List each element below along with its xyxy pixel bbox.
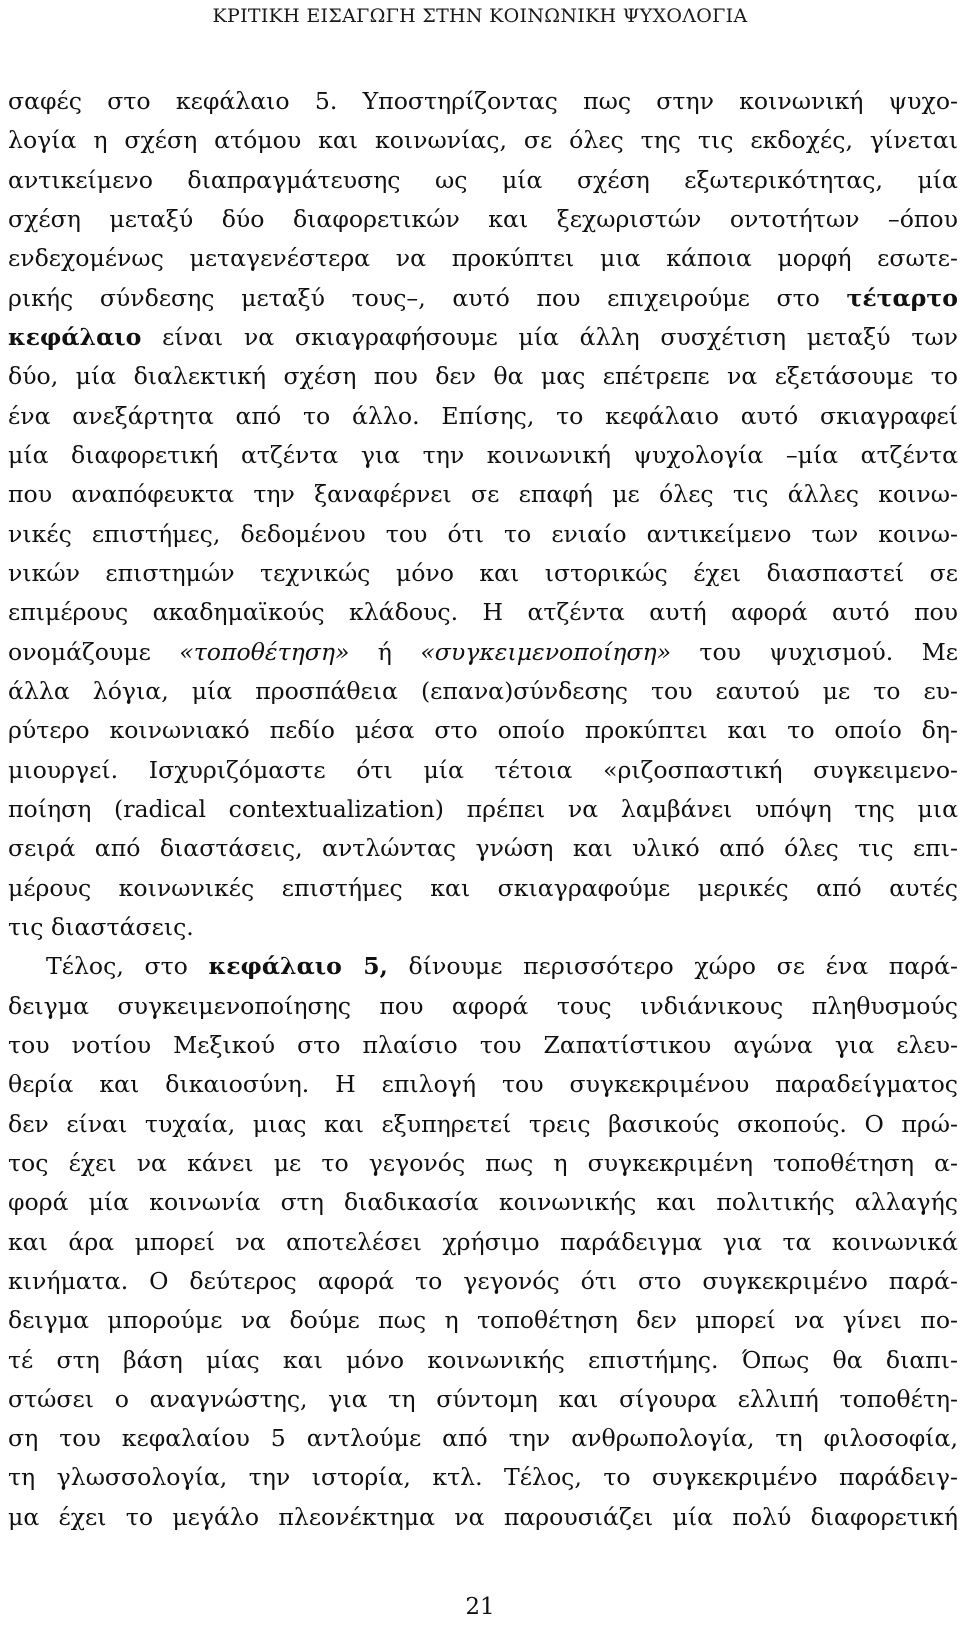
italic-term: «τοποθέτηση» — [179, 637, 350, 666]
text-line: δειγμα μπορούμε να δούμε πως η τοποθέτηση δεν μπορεί να γίνει πο- — [8, 1306, 958, 1335]
text-line: τέ στη βάση μίας και μόνο κοινωνικής επιστήμης. Όπως θα διαπι- — [8, 1345, 958, 1374]
text-line: τη γλωσσολογία, την ιστορία, κτλ. Τέλος, το συγκεκριμένο παράδειγ- — [8, 1463, 958, 1492]
bold-term: κεφάλαιο — [8, 322, 142, 351]
text-line: μιουργεί. Ισχυριζόμαστε ότι μία τέτοια «ριζοσπαστική συγκειμενο- — [8, 755, 958, 784]
text-line: μα έχει το μεγάλο πλεονέκτημα να παρουσιάζει μία πολύ διαφορετική — [8, 1502, 958, 1531]
text-line: που αναπόφευκτα την ξαναφέρνει σε επαφή με όλες τις άλλες κοινω- — [8, 480, 958, 509]
text-line — [8, 947, 958, 986]
text-line: μία διαφορετική ατζέντα για την κοινωνική ψυχολογία –μία ατζέντα — [8, 440, 958, 469]
text-line: ένα ανεξάρτητα από το άλλο. Επίσης, το κεφάλαιο αυτό σκιαγραφεί — [8, 401, 958, 430]
text-line: σειρά από διαστάσεις, αντλώντας γνώση και υλικό από όλες τις επι- — [8, 834, 958, 863]
text-line: τις διαστάσεις. — [8, 912, 194, 941]
text-line: αντικείμενο διαπραγμάτευσης ως μία σχέση εξωτερικότητας, μία — [8, 165, 958, 194]
text-line: τος έχει να κάνει με το γεγονός πως η συγκεκριμένη τοποθέτηση α- — [8, 1148, 958, 1177]
text-line: του νοτίου Μεξικού στο πλαίσιο του Ζαπατίστικου αγώνα για ελευ- — [8, 1030, 958, 1059]
text-line: σχέση μεταξύ δύο διαφορετικών και ξεχωριστών οντοτήτων –όπου — [8, 204, 958, 233]
text-line: δύο, μία διαλεκτική σχέση που δεν θα μας επέτρεπε να εξετάσουμε το — [8, 362, 958, 391]
text-line: δειγμα συγκειμενοποίησης που αφορά τους ινδιάνικους πληθυσμούς — [8, 991, 958, 1020]
text-line: ποίηση (radical contextualization) πρέπει να λαμβάνει υπόψη της μια — [8, 794, 958, 823]
text-line — [8, 318, 958, 357]
body-text — [8, 82, 958, 1537]
text-run: δίνουμε περισσότερο χώρο σε ένα παρά- — [387, 952, 958, 981]
text-line — [8, 633, 958, 672]
text-line: κινήματα. Ο δεύτερος αφορά το γεγονός ότι στο συγκεκριμένο παρά- — [8, 1266, 958, 1295]
text-run: Τέλος, στο — [46, 952, 209, 981]
italic-term: «συγκειμενοποίηση» — [420, 637, 672, 666]
text-line: φορά μία κοινωνία στη διαδικασία κοινωνικής και πολιτικής αλλαγής — [8, 1188, 958, 1217]
text-line — [8, 279, 958, 318]
running-head: ΚΡΙΤΙΚΗ ΕΙΣΑΓΩΓΗ ΣΤΗΝ ΚΟΙΝΩΝΙΚΗ ΨΥΧΟΛΟΓΙΑ — [212, 5, 748, 27]
text-line: μέρους κοινωνικές επιστήμες και σκιαγραφούμε μερικές από αυτές — [8, 873, 958, 902]
text-line: ρύτερο κοινωνιακό πεδίο μέσα στο οποίο προκύπτει και το οποίο δη- — [8, 716, 958, 745]
text-line: επιμέρους ακαδημαϊκούς κλάδους. Η ατζέντα αυτή αφορά αυτό που — [8, 598, 958, 627]
text-line: νικές επιστήμες, δεδομένου του ότι το ενιαίο αντικείμενο των κοινω- — [8, 519, 958, 548]
text-line: στώσει ο αναγνώστης, για τη σύντομη και σίγουρα ελλιπή τοποθέτη- — [8, 1384, 958, 1413]
text-run: είναι να σκιαγραφήσουμε μία άλλη συσχέτιση μεταξύ των — [141, 322, 958, 351]
text-run: του ψυχισμού. Με — [671, 637, 958, 666]
text-line: λογία η σχέση ατόμου και κοινωνίας, σε όλες της τις εκδοχές, γίνεται — [8, 126, 958, 155]
text-line: σαφές στο κεφάλαιο 5. Υποστηρίζοντας πως στην κοινωνική ψυχο- — [8, 87, 958, 115]
text-line: ση του κεφαλαίου 5 αντλούμε από την ανθρωπολογία, τη φιλοσοφία, — [8, 1424, 958, 1453]
text-run: ονομάζουμε — [8, 637, 180, 666]
page-number: 21 — [465, 1594, 495, 1620]
text-line: και άρα μπορεί να αποτελέσει χρήσιμο παράδειγμα για τα κοινωνικά — [8, 1227, 958, 1256]
bold-term: κεφάλαιο 5, — [208, 952, 388, 981]
text-run: ρικής σύνδεσης μεταξύ τους–, αυτό που επιχειρούμε στο — [8, 283, 847, 312]
text-line: δεν είναι τυχαία, μιας και εξυπηρετεί τρεις βασικούς σκοπούς. Ο πρώ- — [8, 1109, 958, 1138]
text-line: ενδεχομένως μεταγενέστερα να προκύπτει μια κάποια μορφή εσωτε- — [8, 244, 958, 273]
text-line: νικών επιστημών τεχνικώς μόνο και ιστορικώς έχει διασπαστεί σε — [8, 558, 958, 587]
bold-term: τέταρτο — [846, 283, 958, 312]
text-run: ή — [349, 637, 421, 666]
text-line: άλλα λόγια, μία προσπάθεια (επανα)σύνδεσης του εαυτού με το ευ- — [8, 676, 958, 705]
text-line: θερία και δικαιοσύνη. Η επιλογή του συγκεκριμένου παραδείγματος — [8, 1070, 958, 1099]
